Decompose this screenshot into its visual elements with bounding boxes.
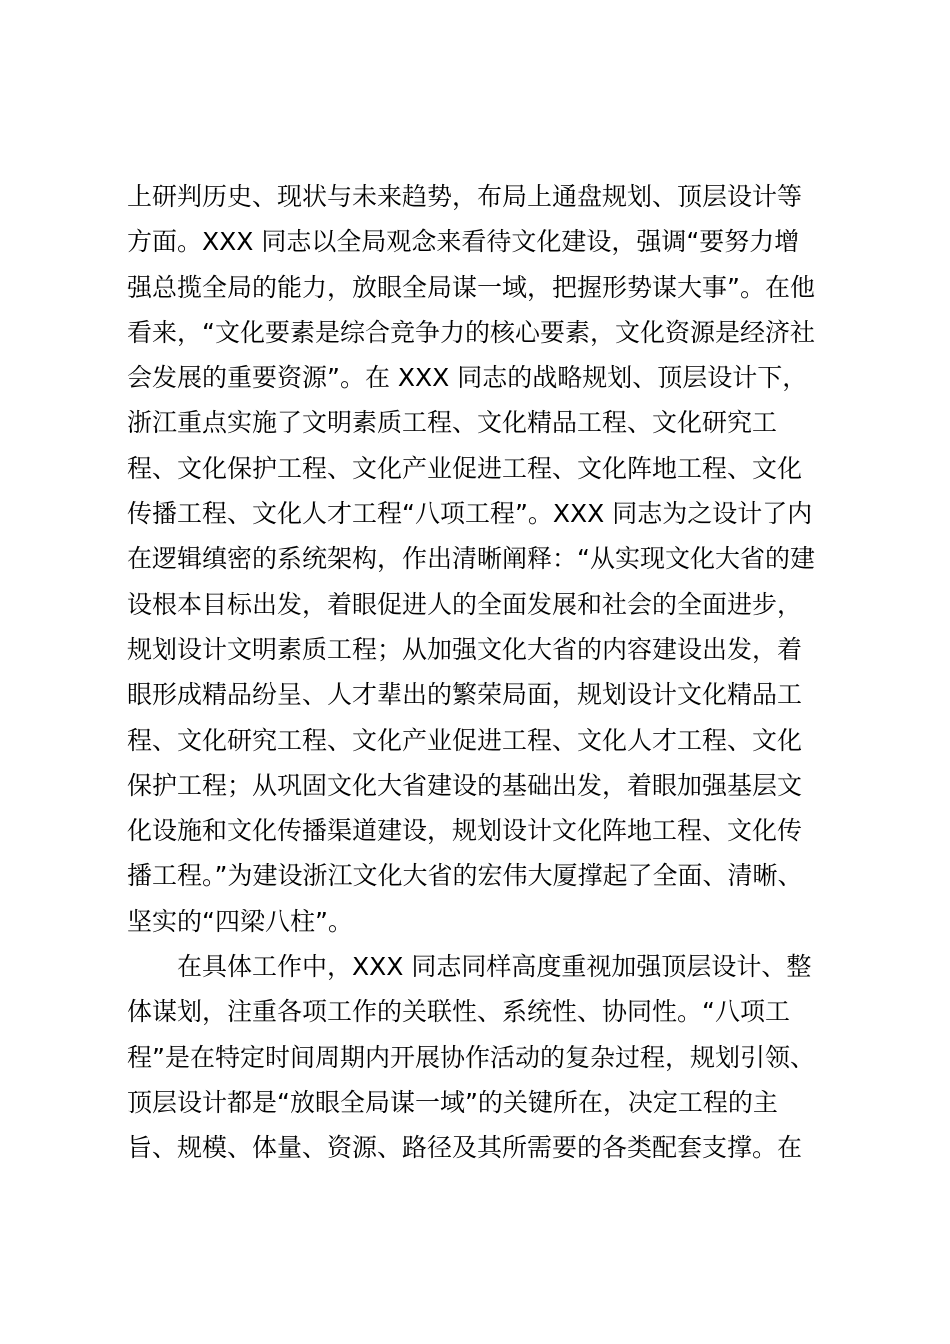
text-line: 坚实的“四梁八柱”。: [127, 906, 353, 936]
text-line: 顶层设计都是“放眼全局谋一域”的关键所在，决定工程的主: [127, 1087, 778, 1117]
text-line: 眼形成精品纷呈、人才辈出的繁荣局面，规划设计文化精品工: [127, 680, 803, 710]
text-line: 保护工程；从巩固文化大省建设的基础出发，着眼加强基层文: [127, 770, 803, 800]
text-line: 在逻辑缜密的系统架构，作出清晰阐释：“从实现文化大省的建: [127, 544, 815, 574]
text-line: 会发展的重要资源”。在 XXX 同志的战略规划、顶层设计下，: [127, 363, 808, 393]
text-line: 体谋划，注重各项工作的关联性、系统性、协同性。“八项工: [127, 997, 790, 1027]
text-line: 设根本目标出发，着眼促进人的全面发展和社会的全面进步，: [127, 589, 803, 619]
text-line: 浙江重点实施了文明素质工程、文化精品工程、文化研究工: [127, 408, 778, 438]
text-line: 程”是在特定时间周期内开展协作活动的复杂过程，规划引领、: [127, 1042, 815, 1072]
text-line: 规划设计文明素质工程；从加强文化大省的内容建设出发，着: [127, 634, 803, 664]
text-line: 化设施和文化传播渠道建设，规划设计文化阵地工程、文化传: [127, 816, 803, 846]
text-line: 程、文化保护工程、文化产业促进工程、文化阵地工程、文化: [127, 453, 803, 483]
text-line: 程、文化研究工程、文化产业促进工程、文化人才工程、文化: [127, 725, 803, 755]
text-line: 播工程。”为建设浙江文化大省的宏伟大厦撑起了全面、清晰、: [127, 861, 803, 891]
text-line: 方面。XXX 同志以全局观念来看待文化建设，强调“要努力增: [127, 227, 800, 257]
text-line: 上研判历史、现状与未来趋势，布局上通盘规划、顶层设计等: [127, 182, 803, 211]
text-line: 旨、规模、体量、资源、路径及其所需要的各类配套支撑。在: [127, 1133, 803, 1163]
paragraph-start-line: 在具体工作中，XXX 同志同样高度重视加强顶层设计、整: [177, 952, 812, 982]
text-line: 强总揽全局的能力，放眼全局谋一域，把握形势谋大事”。在他: [127, 272, 815, 302]
text-line: 看来，“文化要素是综合竞争力的核心要素，文化资源是经济社: [127, 317, 815, 347]
text-line: 传播工程、文化人才工程“八项工程”。XXX 同志为之设计了内: [127, 499, 813, 529]
body-text: [127, 174, 847, 1171]
